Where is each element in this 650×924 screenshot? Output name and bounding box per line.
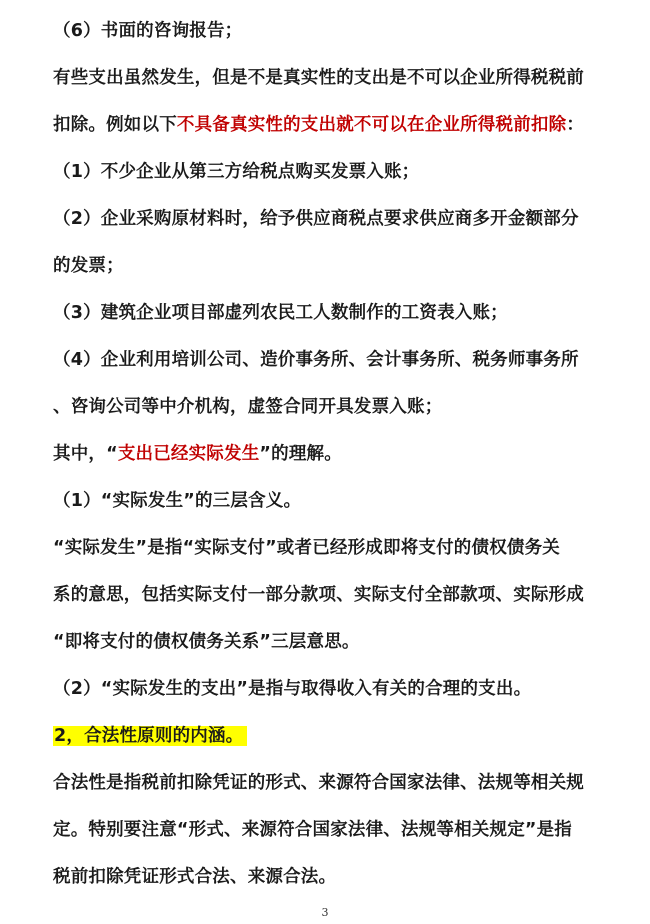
paragraph-text: ： — [566, 115, 585, 135]
actual-occurrence-heading — [53, 442, 342, 466]
list-item-2-line-2: 的发票； — [53, 256, 124, 276]
page-number: 3 — [321, 906, 329, 919]
paragraph-text: 扣除。例如以下 — [53, 115, 177, 135]
actual-expense-subheading: （2）“实际发生的支出”是指与取得收入有关的合理的支出。 — [53, 679, 532, 699]
paragraph-actual-occurrence-line-2: 系的意思，包括实际支付一部分款项、实际支付全部款项、实际形成 — [53, 585, 584, 605]
highlighted-heading: 2，合法性原则的内涵。 — [53, 726, 247, 746]
paragraph-actual-occurrence-line-1: “实际发生”是指“实际支付”或者已经形成即将支付的债权债务关 — [53, 538, 561, 558]
paragraph-text: ”的理解。 — [259, 444, 342, 464]
three-meanings-subheading: （1）“实际发生”的三层含义。 — [53, 491, 302, 511]
list-item-4-line-2: 、咨询公司等中介机构，虚签合同开具发票入账； — [53, 397, 443, 417]
paragraph-legality-line-1: 合法性是指税前扣除凭证的形式、来源符合国家法律、法规等相关规 — [53, 773, 584, 793]
list-item-1: （1）不少企业从第三方给税点购买发票入账； — [53, 162, 420, 182]
paragraph-actual-occurrence-line-3: “即将支付的债权债务关系”三层意思。 — [53, 632, 360, 652]
red-emphasis-text: 支出已经实际发生 — [117, 444, 260, 464]
legality-principle-heading — [53, 724, 247, 748]
list-item-4-line-1: （4）企业利用培训公司、造价事务所、会计事务所、税务师事务所 — [53, 350, 579, 370]
paragraph-text: 其中，“ — [53, 444, 118, 464]
paragraph-authenticity-line-2 — [53, 113, 584, 137]
list-item-3: （3）建筑企业项目部虚列农民工人数制作的工资表入账； — [53, 303, 508, 323]
paragraph-legality-line-3: 税前扣除凭证形式合法、来源合法。 — [53, 867, 337, 887]
paragraph-legality-line-2: 定。特别要注意“形式、来源符合国家法律、法规等相关规定”是指 — [53, 820, 573, 840]
paragraph-authenticity-line-1: 有些支出虽然发生，但是不是真实性的支出是不可以企业所得税税前 — [53, 68, 584, 88]
red-emphasis-text: 不具备真实性的支出就不可以在企业所得税前扣除 — [176, 115, 567, 135]
list-item-2-line-1: （2）企业采购原材料时，给予供应商税点要求供应商多开金额部分 — [53, 209, 579, 229]
item-6-consultation-report: （6）书面的咨询报告； — [53, 21, 243, 41]
